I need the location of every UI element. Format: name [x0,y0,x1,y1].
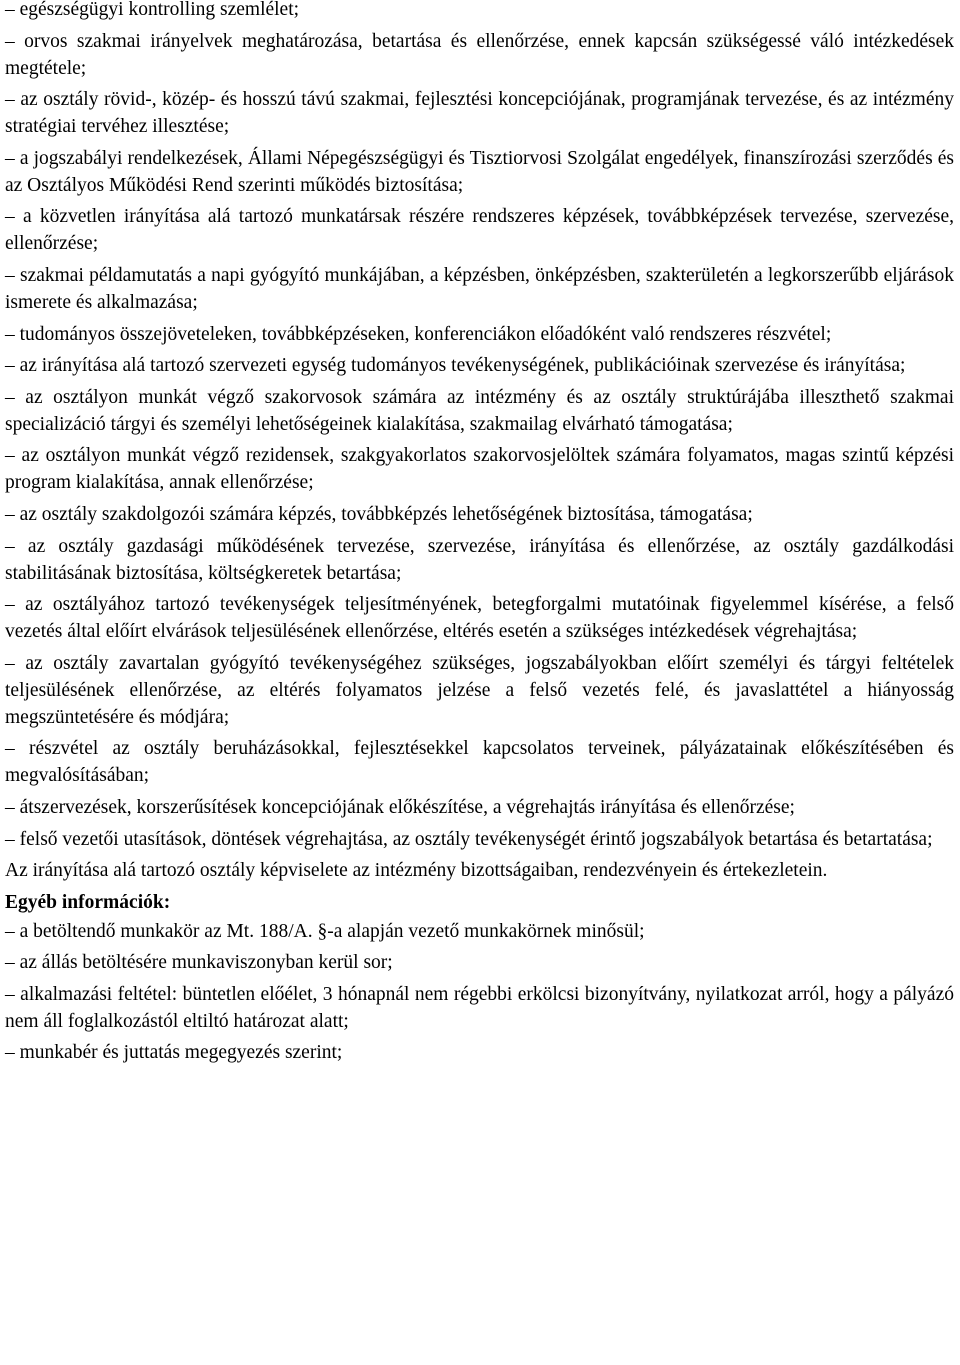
list-item: – részvétel az osztály beruházásokkal, fejlesztésekkel kapcsolatos terveinek, pályázatainak előkészítésében és megvalósításában; [5,738,954,787]
list-item: – az osztály gazdasági működésének tervezése, szervezése, irányítása és ellenőrzése, az osztály gazdálkodási stabilitásának biztosítása, költségkeretek betartása; [5,535,954,584]
list-item: – a jogszabályi rendelkezések, Állami Népegészségügyi és Tisztiorvosi Szolgálat engedélyek, finanszírozási szerződés és az Osztályos Működési Rend szerinti működés biztosítása; [5,147,954,196]
list-item: – átszervezések, korszerűsítések koncepciójának előkészítése, a végrehajtás irányítása és ellenőrzése; [5,796,795,818]
list-item: – az osztály rövid-, közép- és hosszú távú szakmai, fejlesztési koncepciójának, programjának tervezése, és az intézmény stratégiai tervéhez illesztése; [5,89,954,138]
list-item: – az osztályához tartozó tevékenységek teljesítményének, betegforgalmi mutatóinak figyelemmel kísérése, a felső vezetés által előírt elvárások teljesülésének ellenőrzése, eltérés esetén a szükséges intézkedések végrehajtása; [5,594,954,643]
list-item: – orvos szakmai irányelvek meghatározása, betartása és ellenőrzése, ennek kapcsán szükségessé váló intézkedések megtétele; [5,30,954,79]
list-item: – az osztály zavartalan gyógyító tevékenységéhez szükséges, jogszabályokban előírt személyi és tárgyi feltételek teljesülésének ellenőrzése, az eltérés folyamatos jelzése a felső vezetés felé, és javaslattétel a hiányosság megszüntetésére és módjára; [5,652,954,728]
list-item: – egészségügyi kontrolling szemlélet; [5,0,300,20]
list-item: – az osztály szakdolgozói számára képzés, továbbképzés lehetőségének biztosítása, támogatása; [5,503,753,525]
info-list-item: – az állás betöltésére munkaviszonyban kerül sor; [5,952,393,974]
info-list-item: – a betöltendő munkakör az Mt. 188/A. §-a alapján vezető munkakörnek minősül; [5,920,645,942]
list-item: – a közvetlen irányítása alá tartozó munkatársak részére rendszeres képzések, továbbképzések tervezése, szervezése, ellenőrzése; [5,206,954,255]
list-item: – tudományos összejöveteleken, továbbképzéseken, konferenciákon előadóként való rendszeres részvétel; [5,323,832,345]
list-item: – felső vezetői utasítások, döntések végrehajtása, az osztály tevékenységét érintő jogszabályok betartása és betartatása; [5,828,933,850]
list-item: – az osztályon munkát végző rezidensek, szakgyakorlatos szakorvosjelöltek számára folyamatos, magas szintű képzési program kialakítása, annak ellenőrzése; [5,445,954,494]
info-list-item: – alkalmazási feltétel: büntetlen előélet, 3 hónapnál nem régebbi erkölcsi bizonyítvány, nyilatkozat arról, hogy a pályázó nem áll foglalkozástól eltiltó határozat alatt; [5,983,954,1032]
list-item: – az irányítása alá tartozó szervezeti egység tudományos tevékenységének, publikációinak szervezése és irányítása; [5,355,906,377]
info-list-item: – munkabér és juttatás megegyezés szerint; [5,1042,343,1064]
list-item: – az osztályon munkát végző szakorvosok számára az intézmény és az osztály struktúrájába illeszthető szakmai specializáció tárgyi és személyi lehetőségeinek kialakítása, szakmailag elvárható támogatása; [5,386,954,435]
list-item: – szakmai példamutatás a napi gyógyító munkájában, a képzésben, önképzésben, szakterületén a legkorszerűbb eljárások ismerete és alkalmazása; [5,264,954,313]
section-heading: Egyéb információk: [5,891,171,913]
closing-paragraph: Az irányítása alá tartozó osztály képviselete az intézmény bizottságaiban, rendezvényein és értekezletein. [5,860,828,882]
